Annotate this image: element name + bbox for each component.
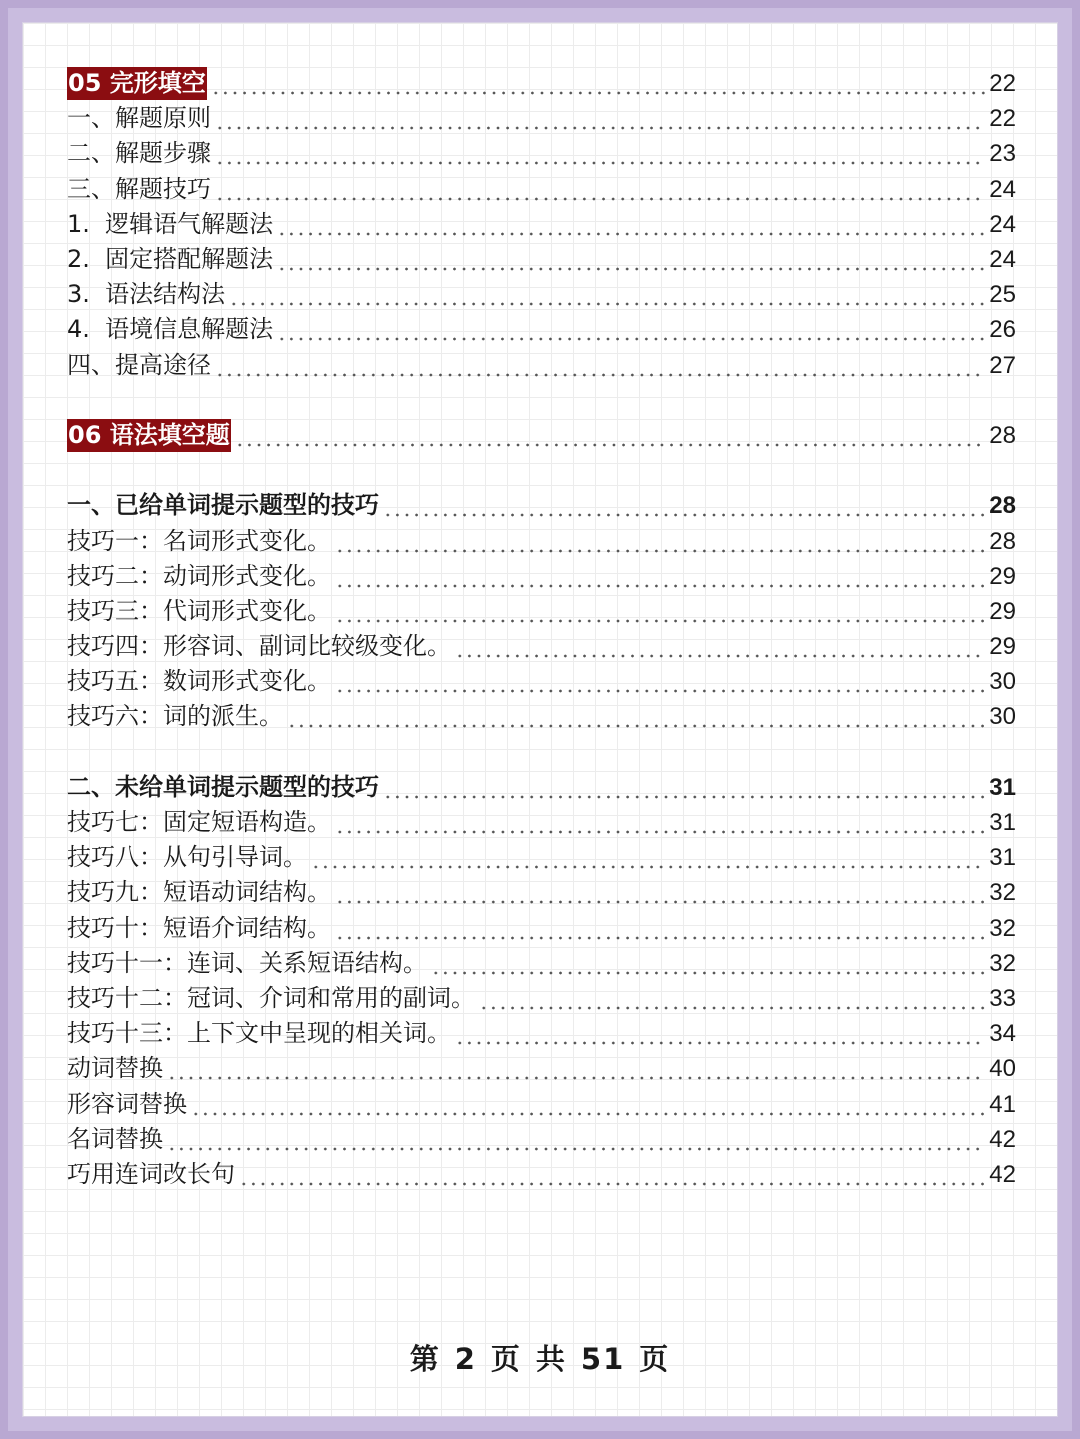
- toc-item[interactable]: [67, 136, 1016, 171]
- toc-page-number: 25: [989, 281, 1016, 309]
- toc-page-number: 24: [989, 175, 1016, 203]
- toc-page-number: 28: [989, 421, 1016, 449]
- toc-page-number: 24: [989, 210, 1016, 238]
- dot-leader: [455, 1016, 985, 1051]
- toc-label: 技巧八：从句引导词。: [67, 843, 307, 872]
- dot-leader: [335, 875, 985, 910]
- toc-page-number: 24: [989, 246, 1016, 274]
- dot-leader: [431, 946, 985, 981]
- dot-leader: [335, 524, 985, 559]
- toc-label: 三、解题技巧: [67, 174, 211, 203]
- toc-page-number: 40: [989, 1055, 1016, 1083]
- total-page-count: 51: [580, 1342, 626, 1376]
- dot-leader: [167, 1122, 985, 1157]
- dot-leader: [215, 136, 985, 171]
- dot-leader: [215, 172, 985, 207]
- toc-item[interactable]: [67, 805, 1016, 840]
- table-of-contents: [67, 66, 1016, 1192]
- toc-item[interactable]: [67, 242, 1016, 277]
- toc-item[interactable]: [67, 1051, 1016, 1086]
- toc-page-number: 32: [989, 879, 1016, 907]
- toc-label: 技巧二：动词形式变化。: [67, 561, 331, 590]
- footer-word: 第: [409, 1342, 441, 1376]
- toc-label: 05 完形填空: [67, 67, 207, 100]
- toc-item[interactable]: [67, 840, 1016, 875]
- toc-label: 3. 语法结构法: [67, 280, 226, 309]
- dot-leader: [277, 312, 985, 347]
- toc-item[interactable]: [67, 523, 1016, 558]
- toc-label: 名词替换: [67, 1124, 163, 1153]
- toc-item[interactable]: [67, 629, 1016, 664]
- spacer: [67, 453, 1016, 488]
- dot-leader: [215, 348, 985, 383]
- toc-item[interactable]: [67, 1086, 1016, 1121]
- toc-subsection-title[interactable]: [67, 488, 1016, 523]
- toc-label: 动词替换: [67, 1054, 163, 1083]
- toc-label: 技巧十二：冠词、介词和常用的副词。: [67, 983, 475, 1012]
- toc-label: 巧用连词改长句: [67, 1159, 235, 1188]
- toc-page-number: 32: [989, 914, 1016, 942]
- toc-label: 技巧三：代词形式变化。: [67, 596, 331, 625]
- toc-label: 一、解题原则: [67, 104, 211, 133]
- dot-leader: [455, 629, 985, 664]
- toc-page-number: 31: [989, 844, 1016, 872]
- footer-word: 页: [639, 1342, 671, 1376]
- toc-page-number: 34: [989, 1020, 1016, 1048]
- toc-page-number: 32: [989, 949, 1016, 977]
- dot-leader: [167, 1051, 985, 1086]
- dot-leader: [335, 664, 985, 699]
- toc-section-header[interactable]: [67, 418, 1016, 453]
- toc-page-number: 42: [989, 1125, 1016, 1153]
- toc-item[interactable]: [67, 1122, 1016, 1157]
- dot-leader: [277, 207, 985, 242]
- toc-page-number: 29: [989, 562, 1016, 590]
- toc-item[interactable]: [67, 875, 1016, 910]
- toc-item[interactable]: [67, 312, 1016, 347]
- toc-item[interactable]: [67, 277, 1016, 312]
- toc-label: 4. 语境信息解题法: [67, 315, 274, 344]
- toc-item[interactable]: [67, 101, 1016, 136]
- spacer: [67, 735, 1016, 770]
- footer-word: 共: [535, 1342, 567, 1376]
- toc-label: 技巧五：数词形式变化。: [67, 667, 331, 696]
- dot-leader: [335, 559, 985, 594]
- toc-page-number: 42: [989, 1160, 1016, 1188]
- dot-leader: [287, 699, 985, 734]
- toc-label: 技巧九：短语动词结构。: [67, 878, 331, 907]
- toc-item[interactable]: [67, 1157, 1016, 1192]
- toc-page-number: 31: [989, 773, 1016, 801]
- toc-item[interactable]: [67, 946, 1016, 981]
- toc-label: 技巧一：名词形式变化。: [67, 526, 331, 555]
- toc-label: 技巧六：词的派生。: [67, 702, 283, 731]
- dot-leader: [229, 277, 985, 312]
- dot-leader: [211, 66, 986, 101]
- toc-label: 技巧十一：连词、关系短语结构。: [67, 948, 427, 977]
- toc-item[interactable]: [67, 981, 1016, 1016]
- page-footer: [23, 1337, 1057, 1378]
- toc-label: 技巧四：形容词、副词比较级变化。: [67, 632, 451, 661]
- dot-leader: [277, 242, 985, 277]
- toc-page-number: 28: [989, 527, 1016, 555]
- toc-page-number: 31: [989, 809, 1016, 837]
- dot-leader: [383, 770, 985, 805]
- toc-page-number: 41: [989, 1090, 1016, 1118]
- toc-page-number: 27: [989, 351, 1016, 379]
- toc-item[interactable]: [67, 348, 1016, 383]
- toc-label: 技巧十：短语介词结构。: [67, 913, 331, 942]
- dot-leader: [235, 418, 986, 453]
- dot-leader: [335, 594, 985, 629]
- toc-item[interactable]: [67, 559, 1016, 594]
- spacer: [67, 383, 1016, 418]
- toc-page-number: 29: [989, 633, 1016, 661]
- toc-label: 形容词替换: [67, 1089, 187, 1118]
- dot-leader: [335, 911, 985, 946]
- toc-item[interactable]: [67, 207, 1016, 242]
- toc-item[interactable]: [67, 172, 1016, 207]
- toc-page-number: 30: [989, 668, 1016, 696]
- toc-item[interactable]: [67, 911, 1016, 946]
- toc-page-number: 29: [989, 597, 1016, 625]
- current-page-number: 2: [454, 1342, 477, 1376]
- toc-page-number: 23: [989, 140, 1016, 168]
- toc-label: 一、已给单词提示题型的技巧: [67, 491, 379, 520]
- toc-section-header[interactable]: [67, 66, 1016, 101]
- toc-label: 二、未给单词提示题型的技巧: [67, 772, 379, 801]
- toc-page-number: 22: [989, 70, 1016, 98]
- document-page: [22, 22, 1058, 1417]
- dot-leader: [479, 981, 985, 1016]
- dot-leader: [239, 1157, 985, 1192]
- toc-page-number: 33: [989, 984, 1016, 1012]
- toc-label: 2. 固定搭配解题法: [67, 245, 274, 274]
- toc-page-number: 26: [989, 316, 1016, 344]
- dot-leader: [311, 840, 985, 875]
- toc-item[interactable]: [67, 594, 1016, 629]
- toc-label: 技巧十三：上下文中呈现的相关词。: [67, 1019, 451, 1048]
- toc-label: 06 语法填空题: [67, 419, 231, 452]
- toc-page-number: 30: [989, 703, 1016, 731]
- toc-label: 二、解题步骤: [67, 139, 211, 168]
- dot-leader: [383, 488, 985, 523]
- toc-page-number: 22: [989, 105, 1016, 133]
- footer-word: 页: [490, 1342, 522, 1376]
- toc-item[interactable]: [67, 1016, 1016, 1051]
- toc-label: 技巧七：固定短语构造。: [67, 808, 331, 837]
- toc-label: 四、提高途径: [67, 350, 211, 379]
- dot-leader: [215, 101, 985, 136]
- toc-label: 1. 逻辑语气解题法: [67, 209, 274, 238]
- toc-page-number: 28: [989, 492, 1016, 520]
- dot-leader: [335, 805, 985, 840]
- toc-subsection-title[interactable]: [67, 770, 1016, 805]
- toc-item[interactable]: [67, 664, 1016, 699]
- dot-leader: [191, 1087, 985, 1122]
- toc-item[interactable]: [67, 699, 1016, 734]
